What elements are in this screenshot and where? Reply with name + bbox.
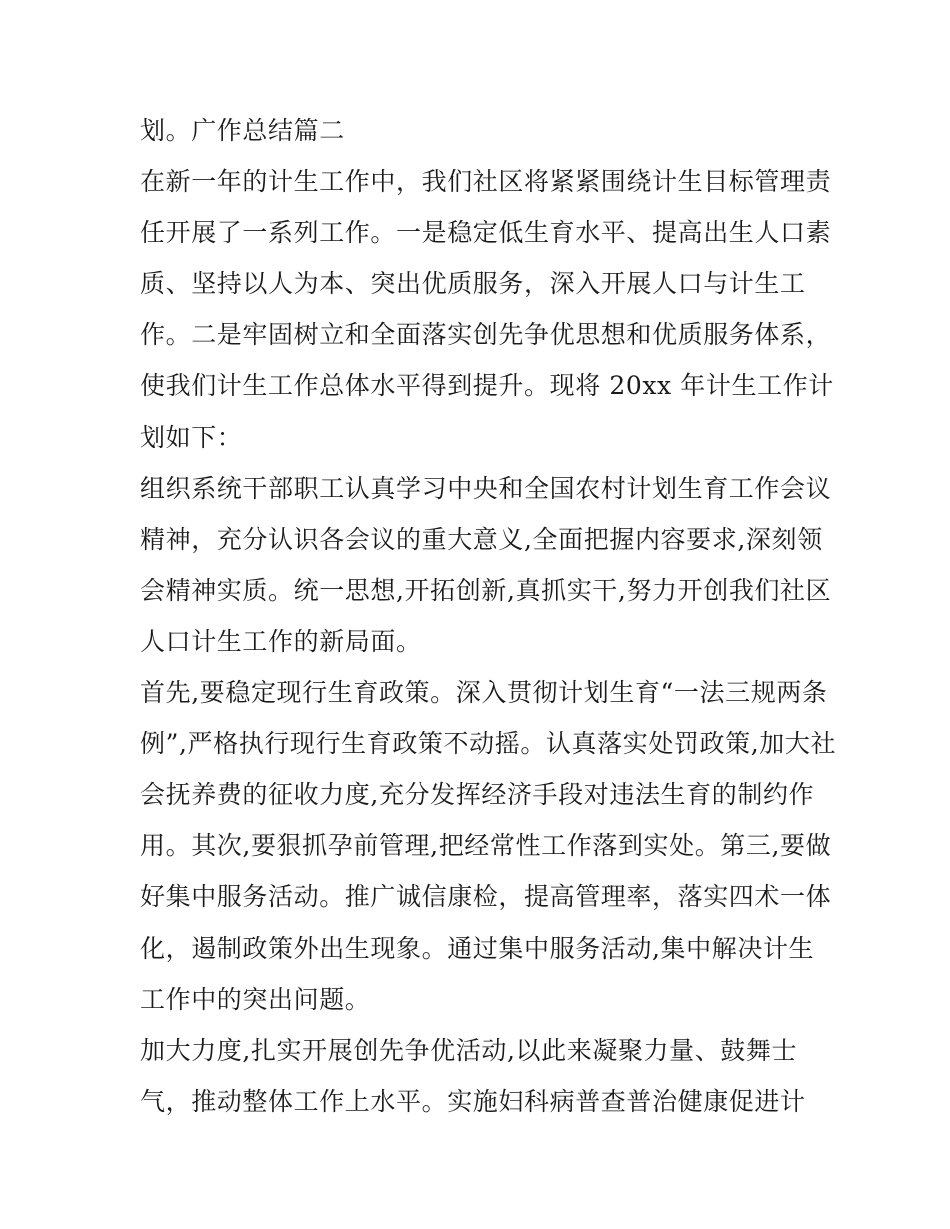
- text-line: 精神，充分认识各会议的重大意义,全面把握内容要求,深刻领: [140, 524, 823, 554]
- text-line: 化，遏制政策外出生现象。通过集中服务活动,集中解决计生: [140, 933, 815, 963]
- text-line: 在新一年的计生工作中，我们社区将紧紧围绕计生目标管理责: [140, 167, 832, 197]
- text-line: 人口计生工作的新局面。: [140, 626, 422, 656]
- text-line: 首先,要稳定现行生育政策。深入贯彻计划生育“一法三规两条: [140, 678, 828, 708]
- text-line: 用。其次,要狠抓孕前管理,把经常性工作落到实处。第三,要做: [140, 831, 832, 861]
- text-line: 划。广作总结篇二: [140, 116, 345, 145]
- text-line: 工作中的突出问题。: [140, 984, 371, 1014]
- text-line: 使我们计生工作总体水平得到提升。现将 20xx 年计生工作计: [140, 371, 834, 401]
- text-line: 例”,严格执行现行生育政策不动摇。认真落实处罚政策,加大社: [140, 729, 837, 759]
- text-line: 任开展了一系列工作。一是稳定低生育水平、提高出生人口素: [140, 218, 832, 248]
- text-line: 气，推动整体工作上水平。实施妇科病普查普治健康促进计: [140, 1086, 806, 1116]
- text-line: 质、坚持以人为本、突出优质服务，深入开展人口与计生工: [140, 269, 806, 299]
- text-line: 作。二是牢固树立和全面落实创先争优思想和优质服务体系，: [140, 320, 832, 350]
- text-line: 划如下：: [140, 422, 243, 452]
- text-line: 会抚养费的征收力度,充分发挥经济手段对违法生育的制约作: [140, 780, 815, 810]
- text-line: 会精神实质。统一思想,开拓创新,真抓实干,努力开创我们社区: [140, 575, 832, 605]
- text-line: 组织系统干部职工认真学习中央和全国农村计划生育工作会议: [140, 473, 832, 503]
- document-body: [140, 105, 837, 1127]
- text-line: 好集中服务活动。推广诚信康检，提高管理率，落实四术一体: [140, 882, 832, 912]
- text-line: 加大力度,扎实开展创先争优活动,以此来凝聚力量、鼓舞士: [140, 1035, 798, 1065]
